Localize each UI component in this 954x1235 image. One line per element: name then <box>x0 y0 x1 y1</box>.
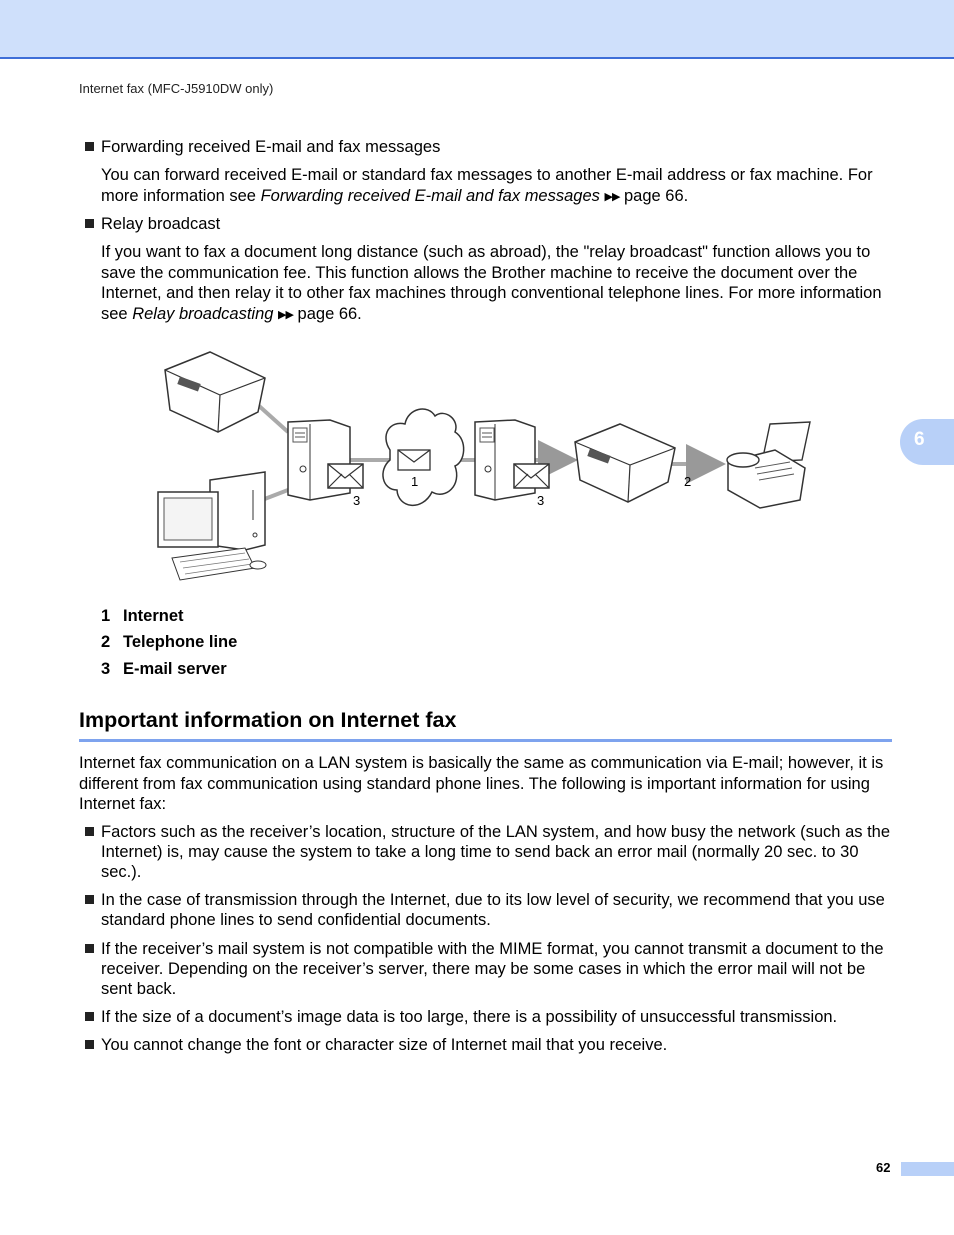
section-title: Important information on Internet fax <box>79 708 457 732</box>
info-bullet: In the case of transmission through the Internet, due to its low level of security, we recommend that you use standard phone lines to send confidential documents. <box>85 890 893 930</box>
info-bullet: Factors such as the receiver’s location, structure of the LAN system, and how busy the network (such as the Internet) is, may cause the system to take a long time to send back an error mail (normally 20 sec. to 30 sec.). <box>85 822 893 882</box>
xref-link[interactable]: Relay broadcasting <box>132 304 274 323</box>
callout-label: 3 <box>537 493 545 508</box>
paragraph-relay: If you want to fax a document long distance (such as abroad), the "relay broadcast" function allows you to save the communication fee. This function allows the Brother machine to receive the document over the Internet, and then relay it to other fax machines through conventional telephone lines. For more information see Relay broadcasting ▶▶ page 66. <box>101 243 882 323</box>
link-line <box>258 405 288 432</box>
fax-machine-icon <box>727 422 810 508</box>
bullet-forwarding <box>85 137 440 157</box>
bullet-square-icon <box>85 142 94 151</box>
callout-label: 3 <box>353 493 361 508</box>
footer-bar <box>901 1162 954 1176</box>
mfc-printer-icon <box>165 352 265 432</box>
info-bullet: You cannot change the font or character size of Internet mail that you receive. <box>85 1035 893 1055</box>
chapter-tab[interactable] <box>900 419 954 465</box>
legend-item: 1 Internet <box>101 607 184 625</box>
internet-cloud-icon <box>383 409 464 505</box>
double-arrow-icon: ▶▶ <box>278 308 293 321</box>
legend-item: 2 Telephone line <box>101 633 238 651</box>
page-number: 62 <box>876 1160 891 1175</box>
bullet-square-icon <box>85 895 94 904</box>
bullet-heading: Forwarding received E-mail and fax messages <box>101 138 441 156</box>
computer-icon <box>158 472 266 580</box>
bullet-square-icon <box>85 1012 94 1021</box>
info-bullet: If the size of a document’s image data is too large, there is a possibility of unsuccessful transmission. <box>85 1007 893 1027</box>
mfc-printer-icon <box>575 424 675 502</box>
bullet-square-icon <box>85 944 94 953</box>
callout-label: 2 <box>684 474 692 489</box>
legend-item: 3 E-mail server <box>101 660 227 678</box>
section-intro: Internet fax communication on a LAN system is basically the same as communication via E-mail; however, it is different from fax communication using standard phone lines. The following is important information for using Internet fax: <box>79 754 884 813</box>
paragraph-forwarding: You can forward received E-mail or standard fax messages to another E-mail address or fax machine. For more information see Forwarding received E-mail and fax messages ▶▶ page 66. <box>101 166 873 205</box>
bullet-square-icon <box>85 827 94 836</box>
bullet-relay <box>85 214 220 234</box>
running-header: Internet fax (MFC-J5910DW only) <box>79 81 274 96</box>
double-arrow-icon: ▶▶ <box>604 190 620 203</box>
section-divider <box>79 739 892 742</box>
chapter-number: 6 <box>914 429 925 450</box>
xref-link[interactable]: Forwarding received E-mail and fax messages <box>260 186 600 205</box>
info-bullet: If the receiver’s mail system is not compatible with the MIME format, you cannot transmit a document to the receiver. Depending on the receiver’s server, there may be some cases in which the error mail will not be sent back. <box>85 939 893 999</box>
bullet-heading: Relay broadcast <box>101 215 221 233</box>
relay-broadcast-diagram <box>150 340 830 595</box>
header-band <box>0 0 954 59</box>
callout-label: 1 <box>411 474 419 489</box>
link-line <box>262 490 288 500</box>
bullet-square-icon <box>85 219 94 228</box>
bullet-square-icon <box>85 1040 94 1049</box>
